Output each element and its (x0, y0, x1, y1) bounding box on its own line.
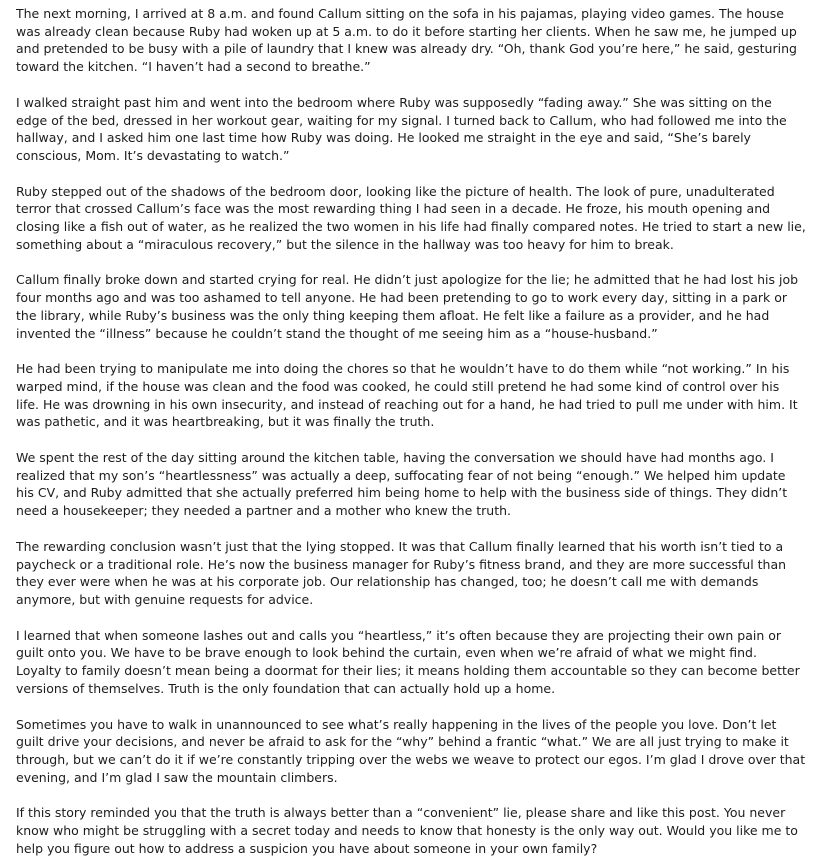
paragraph-4: Callum finally broke down and started crying for real. He didn’t just apologize for the lie; he admitted that he had lost his job four months ago and was too ashamed to tell anyone. He had been pretending to go to work every day, sitting in a park or the library, while Ruby’s business was the only thing keeping them afloat. He felt like a failure as a provider, and he had invented the “illness” because he couldn’t stand the thought of me seeing him as a “house-husband.” (16, 272, 799, 341)
paragraph-9: Sometimes you have to walk in unannounced to see what’s really happening in the lives of the people you love. Don’t let guilt drive your decisions, and never be afraid to ask for the “why” behind a frantic “what.” We are all just trying to make it through, but we can’t do it if we’re constantly tripping over the webs we weave to protect our egos. I’m glad I drove over that evening, and I’m glad I saw the mountain climbers. (16, 716, 806, 785)
paragraph-1: The next morning, I arrived at 8 a.m. and found Callum sitting on the sofa in his pajamas, playing video games. The house was already clean because Ruby had woken up at 5 a.m. to do it before starting her clients. When he saw me, he jumped up and pretended to be busy with a pile of laundry that I knew was already dry. “Oh, thank God you’re here,” he said, gesturing toward the kitchen. “I haven’t had a second to breathe.” (16, 6, 797, 75)
paragraph-8: I learned that when someone lashes out and calls you “heartless,” it’s often because they are projecting their own pain or guilt onto you. We have to be brave enough to look behind the curtain, even when we’re afraid of what we might find. Loyalty to family doesn’t mean being a doormat for their lies; it means holding them accountable so they can become better versions of themselves. Truth is the only foundation that can actually hold up a home. (16, 627, 800, 696)
paragraph-3: Ruby stepped out of the shadows of the bedroom door, looking like the picture of health. The look of pure, unadulterated terror that crossed Callum’s face was the most rewarding thing I had seen in a decade. He froze, his mouth opening and closing like a fish out of water, as he realized the two women in his life had finally compared notes. He tried to start a new lie, something about a “miraculous recovery,” but the silence in the hallway was too heavy for him to break. (16, 183, 806, 252)
paragraph-2: I walked straight past him and went into the bedroom where Ruby was supposedly “fading away.” She was sitting on the edge of the bed, dressed in her workout gear, waiting for my signal. I turned back to Callum, who had followed me into the hallway, and I asked him one last time how Ruby was doing. He looked me straight in the eye and said, “She’s barely conscious, Mom. It’s devastating to watch.” (16, 94, 787, 163)
paragraph-6: We spent the rest of the day sitting around the kitchen table, having the conversation we should have had months ago. I realized that my son’s “heartlessness” was actually a deep, suffocating fear of not being “enough.” We helped him update his CV, and Ruby admitted that she actually preferred him being home to help with the business side of things. They didn’t need a housekeeper; they needed a partner and a mother who knew the truth. (16, 450, 788, 519)
paragraph-5: He had been trying to manipulate me into doing the chores so that he wouldn’t have to do them while “not working.” In his warped mind, if the house was clean and the food was cooked, he could still pretend he had some kind of control over his life. He was drowning in his own insecurity, and instead of reaching out for a hand, he had tried to pull me under with him. It was pathetic, and it was heartbreaking, but it was finally the truth. (16, 361, 798, 430)
paragraph-10: If this story reminded you that the truth is always better than a “convenient” lie, please share and like this post. You never know who might be struggling with a secret today and needs to know that honesty is the only way out. Would you like me to help you figure out how to address a suspicion you have about someone in your own family? (16, 805, 798, 856)
article-body (16, 5, 806, 857)
paragraph-7: The rewarding conclusion wasn’t just that the lying stopped. It was that Callum finally learned that his worth isn’t tied to a paycheck or a traditional role. He’s now the business manager for Ruby’s fitness brand, and they are more successful than they ever were when he was at his corporate job. Our relationship has changed, too; he doesn’t call me with demands anymore, but with genuine requests for advice. (16, 538, 787, 607)
